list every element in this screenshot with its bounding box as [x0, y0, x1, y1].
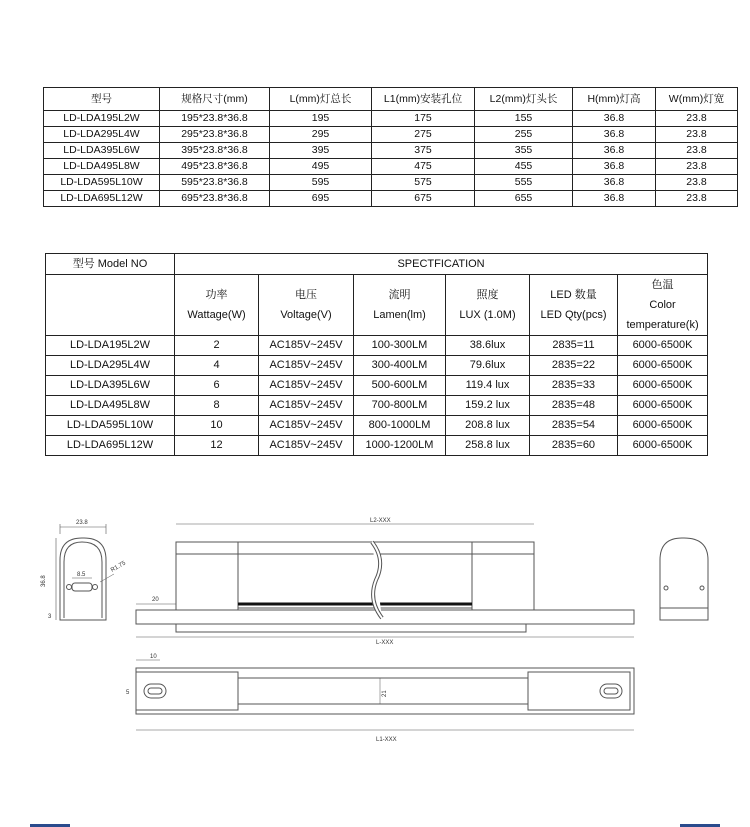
spec-cell: AC185V~245V: [259, 356, 354, 376]
spec-cell: 800-1000LM: [354, 416, 446, 436]
dim-cell: 36.8: [573, 175, 656, 191]
dim-cell: 355: [475, 143, 573, 159]
dim-cell: 575: [372, 175, 475, 191]
dim-cell: 36.8: [573, 191, 656, 207]
spec-cell: LD-LDA395L6W: [46, 376, 175, 396]
spec-cell: LD-LDA195L2W: [46, 336, 175, 356]
dim-cell: LD-LDA195L2W: [44, 111, 160, 127]
spec-subheader-cn: 色温: [651, 279, 674, 291]
spec-subheader-en2: temperature(k): [626, 319, 699, 331]
spec-cell: 79.6lux: [446, 356, 530, 376]
dim-cell: 36.8: [573, 143, 656, 159]
table-row: [44, 159, 738, 175]
dim-cell: 155: [475, 111, 573, 127]
spec-cell: LD-LDA295L4W: [46, 356, 175, 376]
dim-cell: 675: [372, 191, 475, 207]
dim-cell: 36.8: [573, 111, 656, 127]
table-row: [44, 111, 738, 127]
dim-cell: 36.8: [573, 127, 656, 143]
dim-l2-label: L2-XXX: [370, 518, 391, 524]
spec-cell: 2835=54: [530, 416, 618, 436]
dim-cell: LD-LDA595L10W: [44, 175, 160, 191]
end-profile-right: [660, 538, 708, 620]
table-row: [44, 143, 738, 159]
dim-end-label: 20: [152, 597, 159, 603]
spec-cell: 2835=22: [530, 356, 618, 376]
spec-cell: 300-400LM: [354, 356, 446, 376]
bottom-decoration: [0, 822, 750, 827]
spec-subheader-en: Lamen(lm): [373, 309, 426, 321]
technical-drawing: [0, 500, 750, 760]
dim-header-cell: 规格尺寸(mm): [160, 88, 270, 111]
table-row: [46, 396, 708, 416]
dim-slot-label: 8.5: [77, 572, 86, 578]
dim-cell: 295*23.8*36.8: [160, 127, 270, 143]
table-row: [46, 436, 708, 456]
spec-subheader-cell: [259, 275, 354, 336]
dim-cell: 375: [372, 143, 475, 159]
dim-cell: 195*23.8*36.8: [160, 111, 270, 127]
blank-header-cell: [46, 275, 175, 336]
table-row: [46, 416, 708, 436]
dimension-table: [43, 87, 738, 207]
spec-cell: 119.4 lux: [446, 376, 530, 396]
spec-cell: AC185V~245V: [259, 336, 354, 356]
spec-cell: LD-LDA595L10W: [46, 416, 175, 436]
spec-cell: 2835=48: [530, 396, 618, 416]
dim-l1-label: L1-XXX: [376, 737, 397, 743]
spec-cell: 100-300LM: [354, 336, 446, 356]
spec-cell: 6000-6500K: [618, 376, 708, 396]
spec-cell: 208.8 lux: [446, 416, 530, 436]
dim-cell: 475: [372, 159, 475, 175]
spec-cell: 258.8 lux: [446, 436, 530, 456]
dim-cell: 495*23.8*36.8: [160, 159, 270, 175]
dim-l-label: L-XXX: [376, 640, 394, 646]
dim-cell: 395: [270, 143, 372, 159]
side-view: [136, 524, 634, 637]
dim-cell: 195: [270, 111, 372, 127]
dim-hole-offset-label: 10: [150, 654, 157, 660]
dim-cell: 655: [475, 191, 573, 207]
spec-cell: 2835=11: [530, 336, 618, 356]
dim-cell: 555: [475, 175, 573, 191]
spec-subheader-cn: 照度: [476, 289, 499, 301]
spec-subheader-cn: 功率: [205, 289, 228, 301]
spec-cell: 1000-1200LM: [354, 436, 446, 456]
spec-cell: 500-600LM: [354, 376, 446, 396]
spec-cell: 2: [175, 336, 259, 356]
table-row: [46, 376, 708, 396]
spec-cell: 12: [175, 436, 259, 456]
spec-cell: AC185V~245V: [259, 436, 354, 456]
dim-hole-label: R1.75: [110, 560, 127, 574]
dim-cell: 595: [270, 175, 372, 191]
spec-cell: 6: [175, 376, 259, 396]
spec-subheader-en: LUX (1.0M): [459, 309, 516, 321]
dim-cell: 175: [372, 111, 475, 127]
specification-table: [45, 253, 708, 456]
dim-cell: 36.8: [573, 159, 656, 175]
spec-subheader-cell: [354, 275, 446, 336]
table-row: [46, 336, 708, 356]
table-row: [44, 175, 738, 191]
spec-cell: 8: [175, 396, 259, 416]
table-row: [44, 127, 738, 143]
spec-cell: 159.2 lux: [446, 396, 530, 416]
spec-subheader-en: Color: [649, 299, 676, 311]
dim-inner-label: 21: [382, 690, 388, 697]
dim-cell: LD-LDA395L6W: [44, 143, 160, 159]
spec-subheader-cell: [530, 275, 618, 336]
spec-subheader-cell: [618, 275, 708, 336]
spec-cell: 6000-6500K: [618, 416, 708, 436]
dim-header-cell: W(mm)灯宽: [656, 88, 738, 111]
dim-cell: 595*23.8*36.8: [160, 175, 270, 191]
dim-width-label: 23.8: [76, 520, 88, 526]
spec-cell: AC185V~245V: [259, 376, 354, 396]
dim-cell: 295: [270, 127, 372, 143]
dim-cell: 23.8: [656, 175, 738, 191]
spec-subheader-cn: 电压: [295, 289, 317, 301]
spec-cell: LD-LDA695L12W: [46, 436, 175, 456]
spec-header: SPECTFICATION: [175, 254, 708, 275]
spec-cell: 4: [175, 356, 259, 376]
dim-base-label: 3: [48, 614, 52, 620]
dim-header-cell: L(mm)灯总长: [270, 88, 372, 111]
spec-cell: 700-800LM: [354, 396, 446, 416]
dim-cell: LD-LDA295L4W: [44, 127, 160, 143]
dim-cell: 23.8: [656, 127, 738, 143]
spec-cell: 6000-6500K: [618, 336, 708, 356]
spec-cell: 2835=60: [530, 436, 618, 456]
dim-header-cell: 型号: [44, 88, 160, 111]
dim-cell: 395*23.8*36.8: [160, 143, 270, 159]
spec-subheader-cn: 流明: [388, 289, 411, 301]
dim-cell: 23.8: [656, 191, 738, 207]
dim-cell: 23.8: [656, 143, 738, 159]
dim-cell: 455: [475, 159, 573, 175]
dim-cell: 695: [270, 191, 372, 207]
table-row: [46, 356, 708, 376]
spec-subheader-cn: LED 数量: [550, 289, 597, 301]
spec-cell: LD-LDA495L8W: [46, 396, 175, 416]
spec-cell: 6000-6500K: [618, 436, 708, 456]
spec-subheader-en: Wattage(W): [187, 309, 246, 321]
spec-cell: 6000-6500K: [618, 396, 708, 416]
dim-cell: 275: [372, 127, 475, 143]
dim-cell: LD-LDA695L12W: [44, 191, 160, 207]
dim-header-cell: L1(mm)安装孔位: [372, 88, 475, 111]
spec-subheader-en: Voltage(V): [280, 309, 332, 321]
dim-header-cell: H(mm)灯高: [573, 88, 656, 111]
spec-cell: AC185V~245V: [259, 396, 354, 416]
dim-cell: 23.8: [656, 159, 738, 175]
spec-cell: AC185V~245V: [259, 416, 354, 436]
spec-subheader-cell: [446, 275, 530, 336]
dim-cell: 255: [475, 127, 573, 143]
dim-small-label: 5: [126, 690, 130, 696]
spec-cell: 10: [175, 416, 259, 436]
spec-subheader-cell: [175, 275, 259, 336]
dim-cell: 23.8: [656, 111, 738, 127]
table-row: [44, 191, 738, 207]
dim-cell: 695*23.8*36.8: [160, 191, 270, 207]
dim-cell: LD-LDA495L8W: [44, 159, 160, 175]
spec-subheader-en: LED Qty(pcs): [540, 309, 607, 321]
dim-height-label: 36.8: [41, 575, 47, 587]
model-header: 型号 Model NO: [46, 254, 175, 275]
spec-cell: 6000-6500K: [618, 356, 708, 376]
dim-cell: 495: [270, 159, 372, 175]
dim-header-cell: L2(mm)灯头长: [475, 88, 573, 111]
spec-cell: 2835=33: [530, 376, 618, 396]
spec-cell: 38.6lux: [446, 336, 530, 356]
